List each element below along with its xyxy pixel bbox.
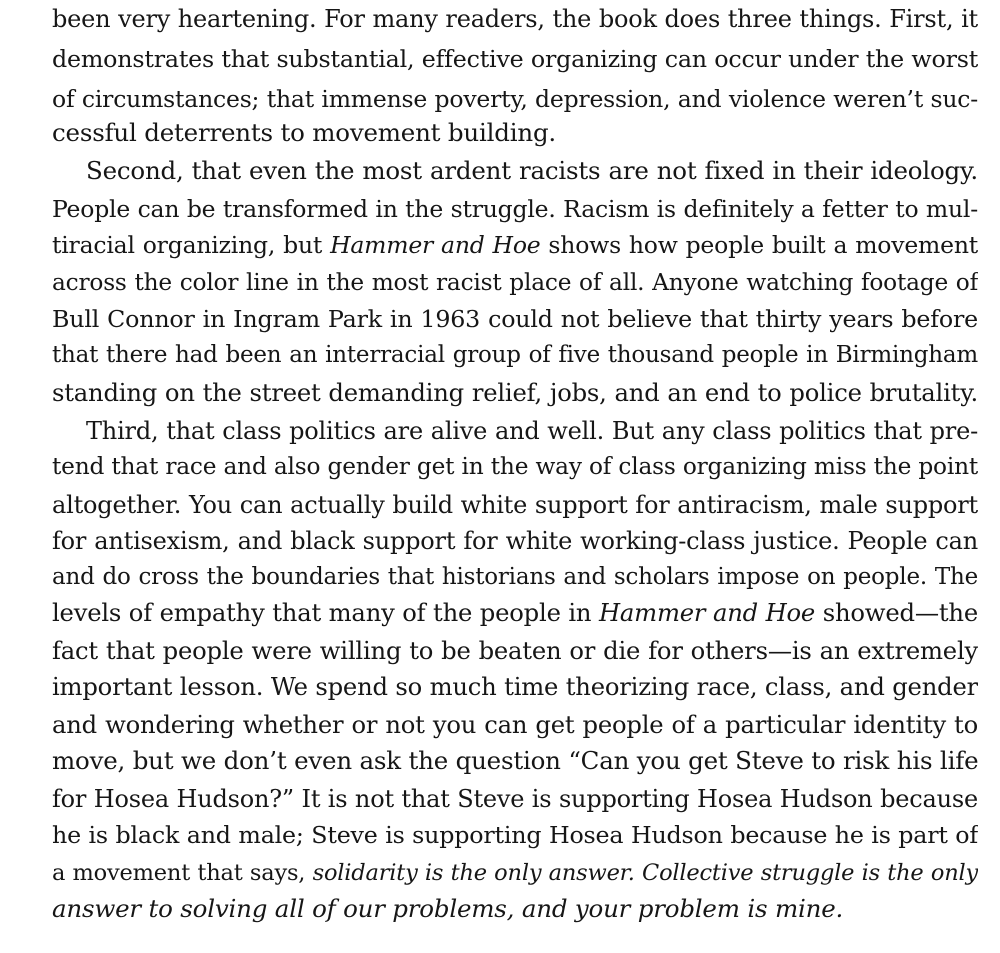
text-segment: showed—the	[815, 598, 978, 627]
text-line-14	[52, 488, 978, 522]
text-segment: cessful deterrents to movement building.	[52, 118, 557, 147]
text-segment: for Hosea Hudson?” It is not that Steve is supporting Hosea Hudson because	[52, 785, 978, 813]
text-segment: Bull Connor in Ingram Park in 1963 could not believe that thirty years before	[52, 305, 978, 333]
text-line-19	[52, 670, 978, 704]
text-segment: of circumstances; that immense poverty, depression, and violence weren’t suc-	[52, 85, 978, 113]
text-line-9	[52, 302, 978, 336]
text-line-22	[52, 782, 978, 816]
text-line-11	[52, 376, 978, 410]
text-segment: tiracial organizing, but	[52, 231, 331, 259]
text-line-17	[52, 596, 978, 630]
text-segment: shows how people built a movement	[540, 231, 978, 259]
text-segment: that there had been an interracial group of five thousand people in Birmingham	[52, 342, 978, 368]
text-line-15	[52, 524, 978, 558]
text-segment: across the color line in the most racist place of all. Anyone watching footage of	[52, 269, 978, 296]
text-line-6	[52, 192, 978, 226]
text-line-10	[52, 338, 978, 372]
text-line-12	[86, 414, 978, 448]
text-segment: been very heartening. For many readers, the book does three things. First, it	[52, 5, 978, 33]
text-segment: a movement that says,	[52, 860, 313, 886]
text-segment: and wondering whether or not you can get people of a particular identity to	[52, 710, 978, 739]
text-line-18	[52, 634, 978, 668]
text-line-4	[52, 116, 978, 150]
quote-italic: answer to solving all of our problems, and your problem is mine.	[52, 894, 844, 923]
text-segment: he is black and male; Steve is supporting Hosea Hudson because he is part of	[52, 821, 978, 849]
text-line-7	[52, 228, 978, 262]
text-line-25	[52, 892, 978, 926]
text-segment: levels of empathy that many of the people in	[52, 598, 599, 627]
text-segment: and do cross the boundaries that historians and scholars impose on people. The	[52, 564, 978, 590]
text-line-20	[52, 708, 978, 742]
text-line-8	[52, 266, 978, 300]
text-segment: Second, that even the most ardent racists are not fixed in their ideology.	[86, 156, 978, 185]
text-line-13	[52, 450, 978, 484]
text-line-16	[52, 560, 978, 594]
text-line-23	[52, 818, 978, 852]
text-segment: demonstrates that substantial, effective organizing can occur under the worst	[52, 45, 978, 73]
text-line-1	[52, 2, 978, 36]
text-segment: tend that race and also gender get in the way of class organizing miss the point	[52, 453, 978, 480]
book-title-italic: Hammer and Hoe	[598, 598, 816, 627]
book-title-italic: Hammer and Hoe	[330, 231, 541, 259]
text-segment: fact that people were willing to be beaten or die for others—is an extremely	[52, 636, 978, 665]
text-segment: People can be transformed in the struggle. Racism is definitely a fetter to mul-	[52, 195, 978, 223]
text-segment: for antisexism, and black support for white working-class justice. People can	[52, 527, 978, 555]
text-segment: move, but we don’t even ask the question “Can you get Steve to risk his life	[52, 746, 978, 775]
quote-italic: solidarity is the only answer. Collective struggle is the only	[312, 860, 978, 886]
text-line-3	[52, 82, 978, 116]
text-segment: standing on the street demanding relief, jobs, and an end to police brutality.	[52, 378, 978, 407]
text-line-21	[52, 744, 978, 778]
text-line-24	[52, 856, 978, 890]
text-segment: Third, that class politics are alive and well. But any class politics that pre-	[86, 417, 978, 445]
text-segment: important lesson. We spend so much time theorizing race, class, and gender	[52, 672, 978, 701]
text-line-2	[52, 42, 978, 76]
text-line-5	[86, 154, 978, 188]
text-segment: altogether. You can actually build white support for antiracism, male support	[52, 491, 978, 519]
